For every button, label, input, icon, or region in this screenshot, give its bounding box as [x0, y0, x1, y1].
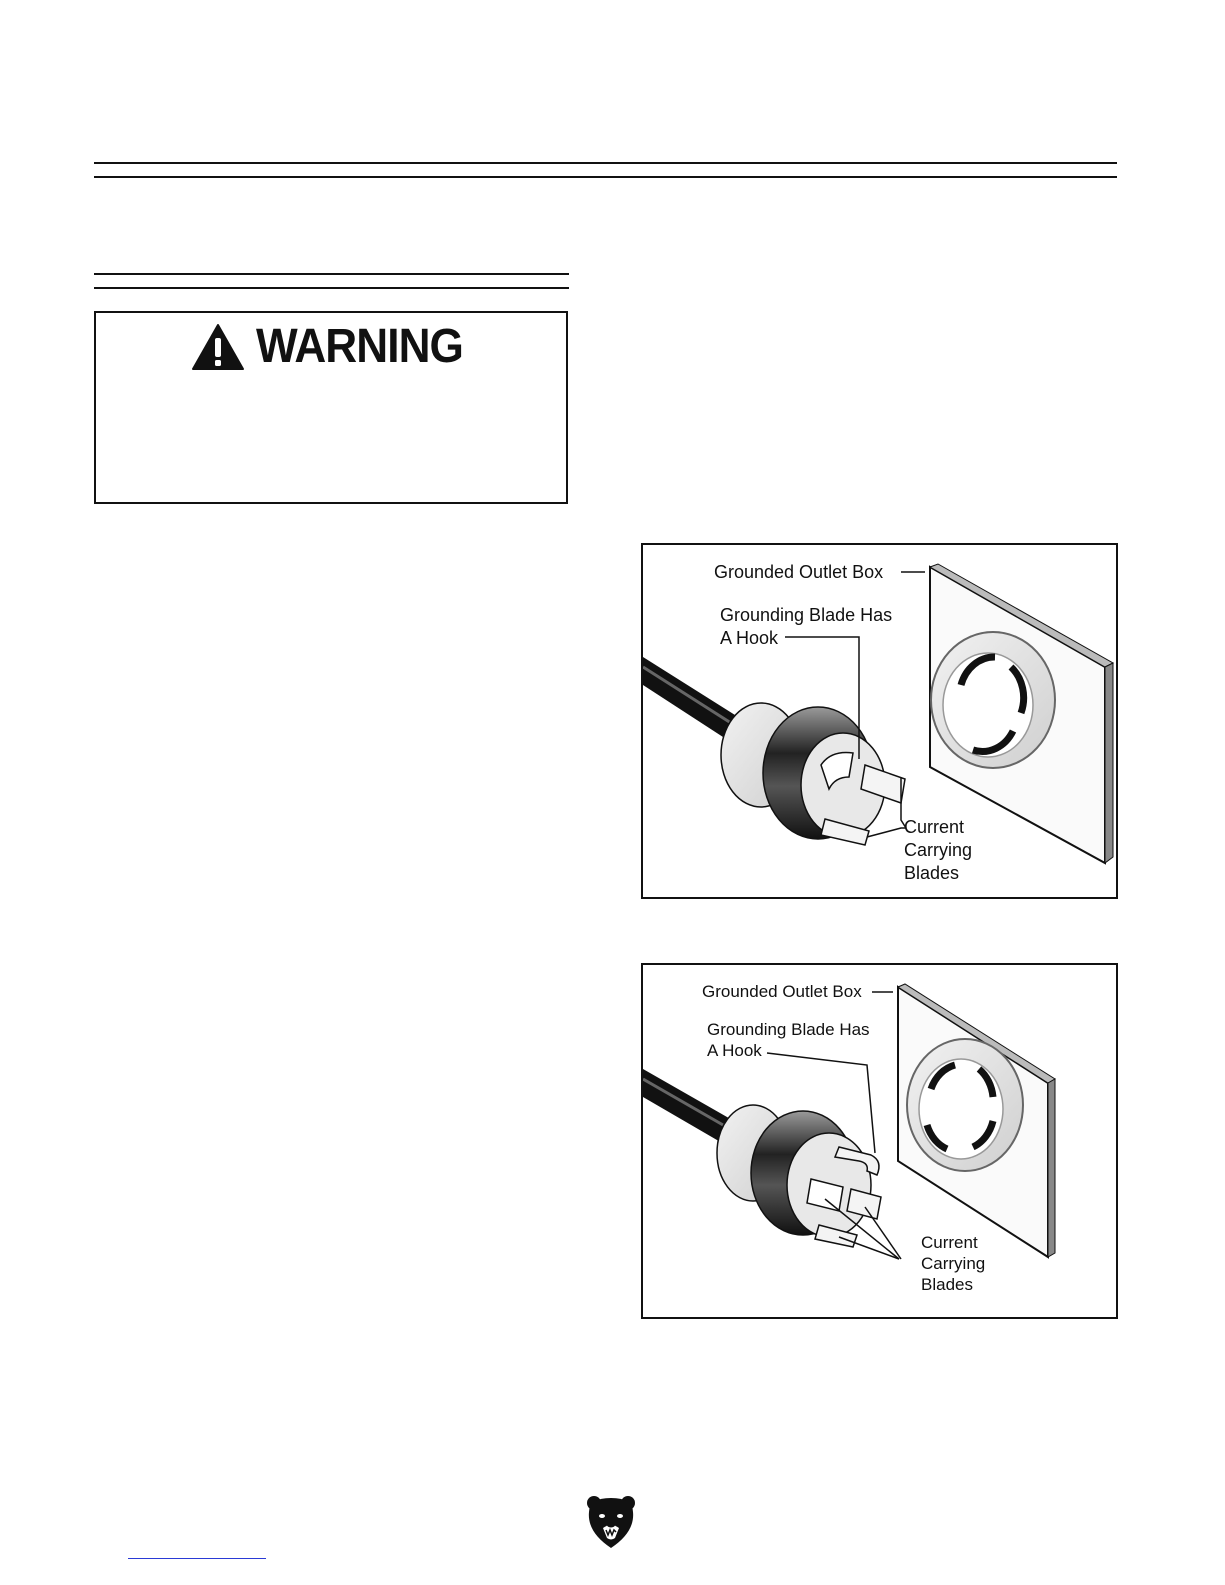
figure-2-current-label-1: Current: [921, 1233, 978, 1252]
figure-1-current-label-1: Current: [904, 817, 965, 837]
warning-triangle-icon: [191, 323, 245, 371]
figure-2-outlet-label: Grounded Outlet Box: [702, 982, 862, 1001]
plug-illustration-2: [643, 965, 1116, 1317]
figure-1-current-label-3: Blades: [904, 863, 960, 883]
plug-illustration-1: [643, 545, 1116, 897]
bear-head-logo-icon: [585, 1494, 637, 1550]
figure-1-outlet-label: Grounded Outlet Box: [714, 562, 884, 582]
figure-2-grounding-label-1: Grounding Blade Has: [707, 1020, 870, 1039]
header-rule-bottom: [94, 176, 1117, 178]
section-rule-bottom: [94, 287, 569, 289]
figure-2-grounding-label-2: A Hook: [707, 1041, 762, 1060]
figure-1-current-label-2: Carrying: [904, 840, 973, 860]
figure-2-current-label-3: Blades: [921, 1275, 973, 1294]
warning-word: WARNING: [255, 320, 463, 373]
footer-link-underline[interactable]: [128, 1558, 266, 1559]
figure-2-current-label-2: Carrying: [921, 1254, 986, 1273]
figure-locking-plug-4-prong: [641, 963, 1118, 1319]
warning-header: [96, 320, 566, 373]
figure-1-grounding-label-2: A Hook: [720, 628, 779, 648]
warning-box: [94, 311, 568, 504]
section-rule-top: [94, 273, 569, 275]
figure-locking-plug-3-prong: [641, 543, 1118, 899]
header-rule-top: [94, 162, 1117, 164]
figure-1-grounding-label-1: Grounding Blade Has: [720, 605, 893, 625]
